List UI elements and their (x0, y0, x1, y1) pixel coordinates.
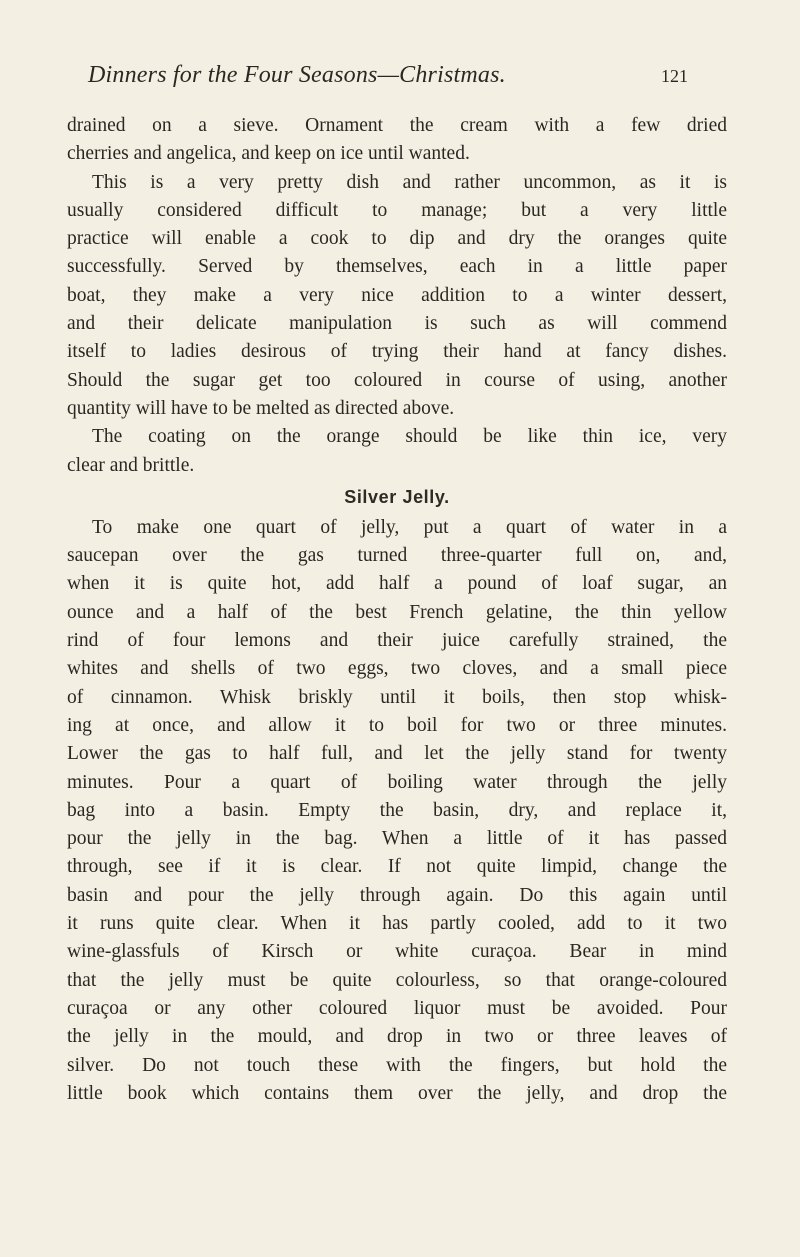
text-line: Should the sugar get too coloured in course of using, another (67, 369, 727, 391)
text-line: itself to ladies desirous of trying their hand at fancy dishes. (67, 341, 727, 363)
text-line: wine-glassfuls of Kirsch or white curaçoa. Bear in mind (67, 941, 727, 963)
text-line: Lower the gas to half full, and let the jelly stand for twenty (67, 743, 727, 765)
text-line: successfully. Served by themselves, each in a little paper (67, 256, 727, 278)
text-line: This is a very pretty dish and rather uncommon, as it is (92, 171, 727, 193)
text-line: silver. Do not touch these with the fingers, but hold the (67, 1054, 727, 1076)
text-line: practice will enable a cook to dip and dry the oranges quite (67, 228, 727, 250)
text-line: when it is quite hot, add half a pound of loaf sugar, an (67, 573, 727, 595)
page-number: 121 (661, 66, 688, 86)
text-line: little book which contains them over the jelly, and drop the (67, 1082, 727, 1104)
text-line: minutes. Pour a quart of boiling water through the jelly (67, 771, 727, 793)
section-heading: Silver Jelly. (344, 486, 450, 507)
paragraph (67, 514, 727, 1108)
running-head (88, 62, 688, 94)
paragraph (67, 169, 727, 424)
text-line: the jelly in the mould, and drop in two or three leaves of (67, 1026, 727, 1048)
text-line: ounce and a half of the best French gelatine, the thin yellow (67, 601, 727, 623)
text-line: rind of four lemons and their juice carefully strained, the (67, 630, 727, 652)
text-line: To make one quart of jelly, put a quart of water in a (92, 516, 727, 538)
text-line: curaçoa or any other coloured liquor must be avoided. Pour (67, 997, 727, 1019)
text-line: drained on a sieve. Ornament the cream with a few dried (67, 115, 727, 136)
text-line: basin and pour the jelly through again. Do this again until (67, 884, 727, 906)
text-line: usually considered difficult to manage; but a very little (67, 199, 727, 221)
text-line: through, see if it is clear. If not quite limpid, change the (67, 856, 727, 878)
text-line: boat, they make a very nice addition to a winter dessert, (67, 284, 727, 306)
body-text (67, 112, 727, 1108)
paragraph (67, 112, 727, 169)
text-line: quantity will have to be melted as directed above. (67, 397, 455, 419)
text-line: cherries and angelica, and keep on ice until wanted. (67, 143, 470, 165)
text-line: clear and brittle. (67, 454, 195, 476)
text-line: The coating on the orange should be like thin ice, very (92, 426, 727, 448)
text-line: bag into a basin. Empty the basin, dry, and replace it, (67, 799, 727, 821)
text-line: and their delicate manipulation is such as will commend (67, 313, 727, 335)
text-line: saucepan over the gas turned three-quarter full on, and, (67, 545, 727, 567)
text-line: of cinnamon. Whisk briskly until it boils, then stop whisk- (67, 686, 727, 708)
paragraph (67, 423, 727, 480)
text-line: whites and shells of two eggs, two cloves, and a small piece (67, 658, 727, 680)
running-title: Dinners for the Four Seasons—Christmas. (88, 62, 506, 88)
text-line: ing at once, and allow it to boil for two or three minutes. (67, 714, 727, 736)
text-line: pour the jelly in the bag. When a little of it has passed (67, 828, 727, 850)
text-line: it runs quite clear. When it has partly cooled, add to it two (67, 913, 727, 935)
text-line: that the jelly must be quite colourless, so that orange-coloured (67, 969, 727, 991)
